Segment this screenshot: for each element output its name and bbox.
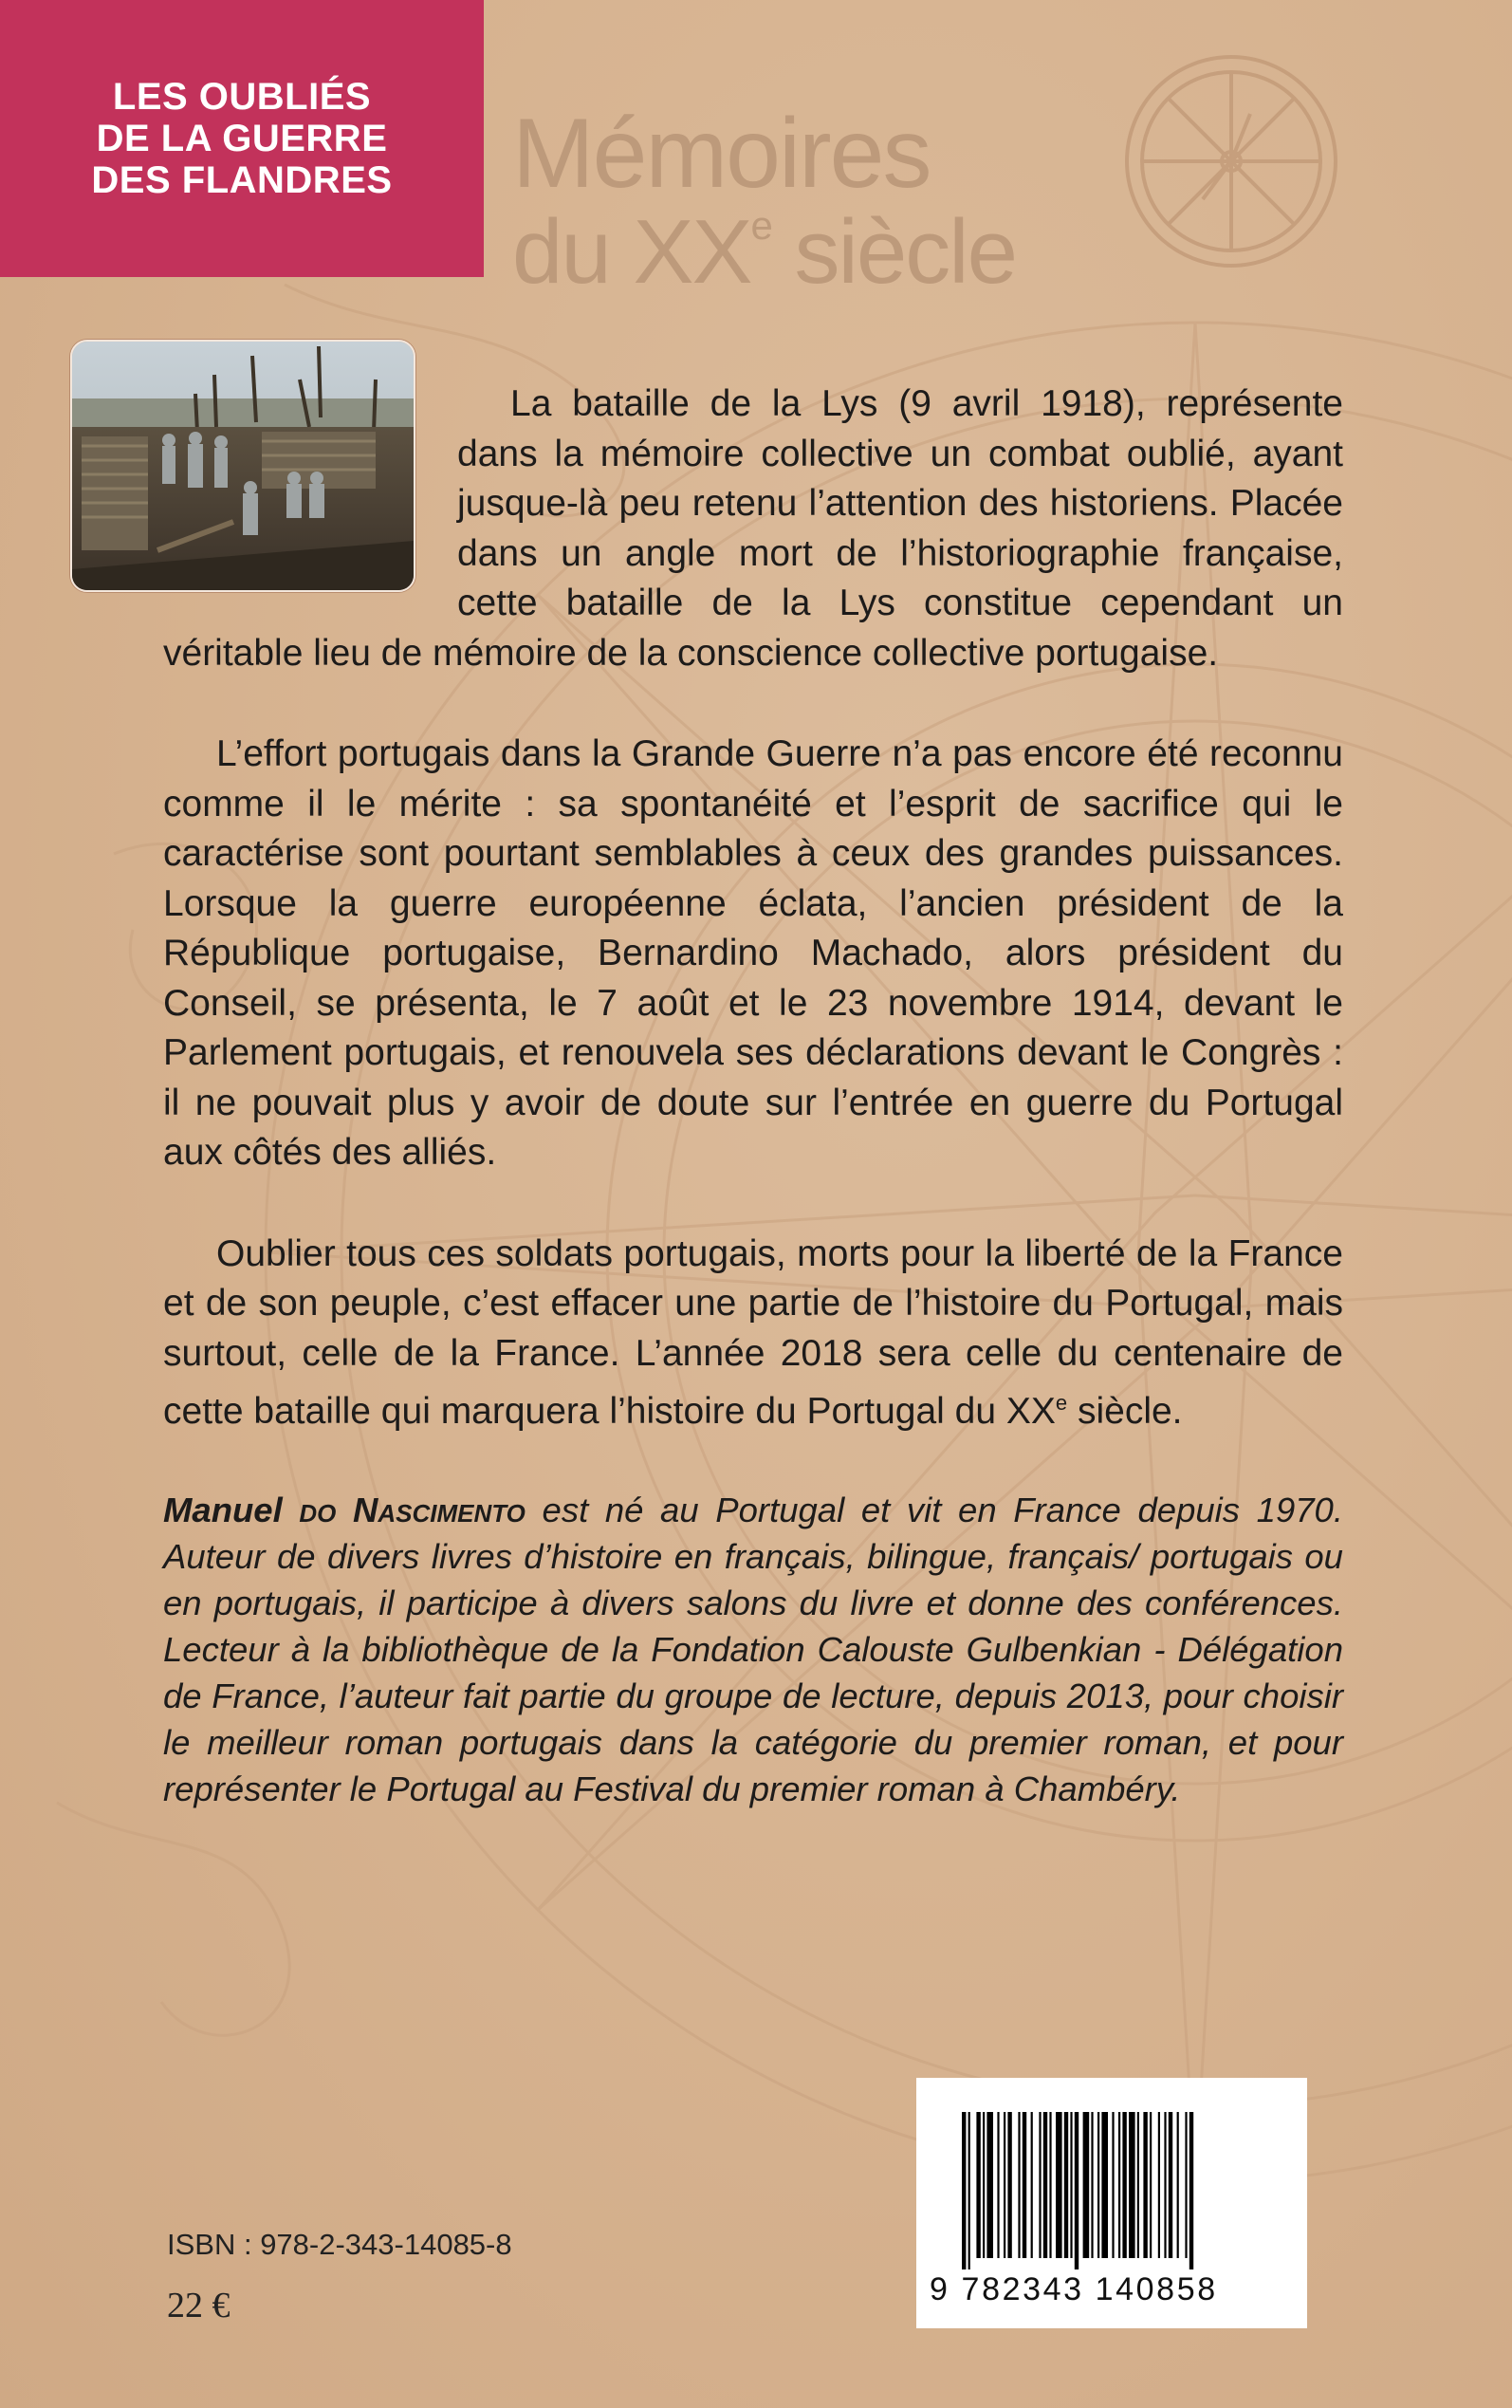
- barcode-bar: [1185, 2112, 1187, 2258]
- barcode-bar: [1091, 2112, 1093, 2258]
- paragraph-3-sup: e: [1055, 1391, 1068, 1415]
- barcode-bar: [986, 2112, 993, 2258]
- series-title-line1: Mémoires: [512, 99, 931, 209]
- barcode-bar: [1083, 2112, 1090, 2258]
- barcode-bar: [1018, 2112, 1020, 2258]
- isbn: ISBN : 978-2-343-14085-8: [167, 2228, 512, 2261]
- barcode-bar: [1118, 2112, 1120, 2258]
- paragraph-3-main: Oublier tous ces soldats portugais, morts pour la liberté de la France et de son peuple, c’est effacer une partie de l’histoire du Portugal, mais surtout, celle de la France. L’année 2018 sera celle du centenaire de cette bataille qui marquera l’histoire du Portugal du XX: [163, 1232, 1343, 1432]
- paragraph-3: [163, 1230, 1343, 1437]
- barcode-bar: [983, 2112, 985, 2258]
- ean13-barcode-icon: [958, 2112, 1271, 2269]
- photo-text-wrap-spacer: [163, 378, 457, 603]
- banner-line-3: DES FLANDRES: [91, 159, 393, 201]
- barcode-box: [916, 2078, 1307, 2328]
- barcode-bar: [1070, 2112, 1072, 2258]
- barcode-bar: [1007, 2112, 1011, 2258]
- paragraph-2: L’effort portugais dans la Grande Guerre n’a pas encore été reconnu comme il le mérite : sa spontanéité et l’esprit de sacrifice qui le caractérise sont pourtant semblables à ceux des grandes puissances. Lorsque la guerre européenne éclata, l’ancien président de la République portugaise, Bernardino Machado, alors président du Conseil, se présenta, le 7 août et le 23 novembre 1914, devant le Parlement portugais, et renouvela ses déclarations devant le Congrès : il ne pouvait plus y avoir de doute sur l’entrée en guerre du Portugal aux côtés des alliés.: [163, 733, 1343, 1173]
- barcode-bar: [1122, 2112, 1126, 2258]
- paragraph-1: La bataille de la Lys (9 avril 1918), représente dans la mémoire collective un combat oublié, ayant jusque-là peu retenu l’attention des historiens. Placée dans un angle mort de l’historiographie française, cette bataille de la Lys constitue cependant un véritable lieu de mémoire de la conscience collective portugaise.: [163, 383, 1343, 674]
- barcode-bar: [1043, 2112, 1047, 2258]
- collection-banner: [0, 0, 484, 277]
- barcode-bar: [968, 2112, 970, 2269]
- barcode-bar: [1049, 2112, 1051, 2258]
- author-bio-text: est né au Portugal et vit en France depuis 1970. Auteur de divers livres d’histoire en français, bilingue, français/ portugais ou en portugais, il participe à divers salons du livre et donne des conférences. Lecteur à la bibliothèque de la Fondation Calouste Gulbenkian - Délégation de France, l’auteur fait partie du groupe de lecture, depuis 2013, pour choisir le meilleur roman portugais dans la catégorie du premier roman, et pour représenter le Portugal au Festival du premier roman à Chambéry.: [163, 1490, 1343, 1808]
- paragraph-3-end: siècle.: [1067, 1391, 1183, 1432]
- barcode-bar: [1158, 2112, 1160, 2258]
- price: 22 €: [167, 2286, 230, 2325]
- series-title: [512, 99, 1195, 303]
- series-title-sup: e: [750, 203, 771, 248]
- barcode-bar: [1004, 2112, 1005, 2258]
- barcode-bar: [1101, 2112, 1108, 2258]
- barcode-bar: [1189, 2112, 1193, 2269]
- series-title-line2: [512, 201, 1195, 303]
- barcode-bar: [1129, 2112, 1135, 2258]
- author-bio: [163, 1487, 1343, 1812]
- author-first-name: Manuel: [163, 1490, 283, 1529]
- banner-line-2: DE LA GUERRE: [96, 118, 388, 159]
- barcode-bar: [1143, 2112, 1147, 2258]
- barcode-bar: [1039, 2112, 1041, 2258]
- series-title-suffix: siècle: [770, 201, 1016, 303]
- banner-line-1: LES OUBLIÉS: [112, 76, 372, 118]
- barcode-bar: [962, 2112, 966, 2269]
- barcode-bar: [1097, 2112, 1099, 2258]
- barcode-bar: [1056, 2112, 1062, 2258]
- barcode-bar: [976, 2112, 980, 2258]
- series-title-prefix: du XX: [512, 201, 751, 303]
- barcode-bar: [1031, 2112, 1033, 2258]
- back-cover-text: [163, 380, 1343, 1812]
- barcode-bar: [1164, 2112, 1166, 2258]
- barcode-digits: 9 782343 140858: [930, 2271, 1218, 2307]
- barcode-bar: [1112, 2112, 1114, 2258]
- barcode-bar: [1177, 2112, 1179, 2258]
- barcode-bar: [1023, 2112, 1026, 2258]
- barcode-bar: [1075, 2112, 1079, 2269]
- barcode-bar: [1150, 2112, 1152, 2258]
- barcode-bar: [1064, 2112, 1068, 2258]
- barcode-bar: [997, 2112, 999, 2258]
- barcode-bar: [1137, 2112, 1139, 2258]
- barcode-bar: [1169, 2112, 1172, 2258]
- author-surname: do Nascimento: [299, 1490, 526, 1529]
